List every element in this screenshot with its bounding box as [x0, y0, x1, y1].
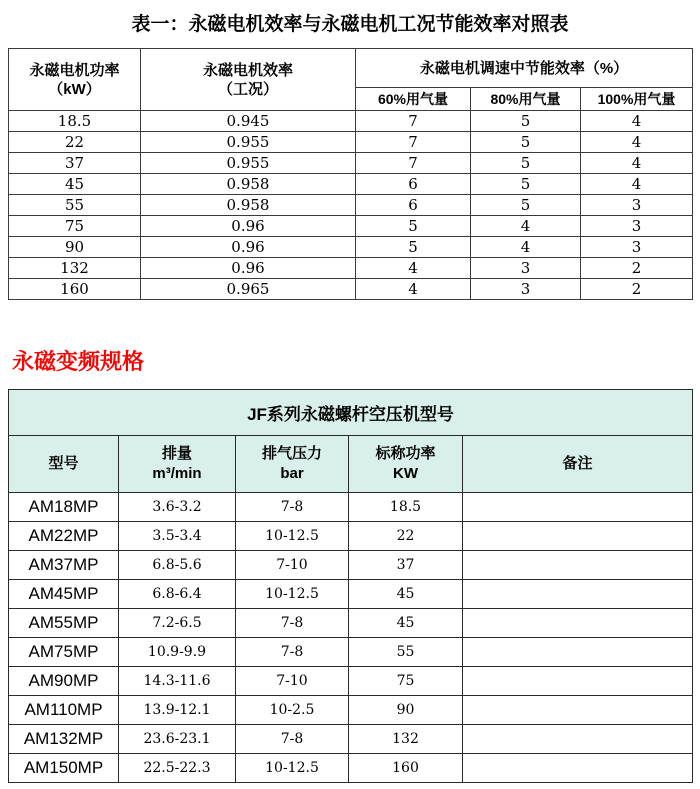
- cell-power: 45: [9, 174, 141, 195]
- cell-rated-power: 160: [349, 754, 463, 783]
- cell-rated-power: 75: [349, 667, 463, 696]
- cell-remark: [463, 667, 693, 696]
- cell-displacement: 6.8-6.4: [119, 580, 236, 609]
- cell-saving-100: 4: [581, 111, 693, 132]
- cell-power: 22: [9, 132, 141, 153]
- table-row: [9, 667, 693, 696]
- cell-saving-60: 6: [356, 174, 471, 195]
- table-row: [9, 132, 693, 153]
- header-model: 型号: [9, 436, 119, 493]
- cell-pressure: 7-8: [236, 725, 349, 754]
- cell-remark: [463, 493, 693, 522]
- cell-saving-100: 4: [581, 153, 693, 174]
- cell-efficiency: 0.945: [141, 111, 356, 132]
- header-savings-group: 永磁电机调速中节能效率（%）: [356, 49, 693, 88]
- section-heading: 永磁变频规格: [12, 349, 145, 374]
- compressor-models-table: [8, 389, 693, 783]
- cell-power: 75: [9, 216, 141, 237]
- cell-saving-60: 5: [356, 216, 471, 237]
- cell-efficiency: 0.96: [141, 216, 356, 237]
- cell-efficiency: 0.958: [141, 195, 356, 216]
- header-motor-efficiency-line1: 永磁电机效率: [202, 61, 293, 79]
- header-usage-80: 80%用气量: [471, 88, 581, 111]
- cell-saving-80: 3: [471, 258, 581, 279]
- header-motor-power-line2: （kW）: [48, 80, 101, 98]
- table-row: [9, 174, 693, 195]
- cell-displacement: 23.6-23.1: [119, 725, 236, 754]
- cell-power: 90: [9, 237, 141, 258]
- table-row: [9, 258, 693, 279]
- cell-efficiency: 0.965: [141, 279, 356, 300]
- header-remark: 备注: [463, 436, 693, 493]
- cell-saving-80: 5: [471, 195, 581, 216]
- cell-saving-100: 3: [581, 195, 693, 216]
- cell-rated-power: 55: [349, 638, 463, 667]
- cell-power: 160: [9, 279, 141, 300]
- header-displacement-line1: 排量: [161, 445, 192, 462]
- cell-rated-power: 45: [349, 580, 463, 609]
- table-row: [9, 696, 693, 725]
- cell-model: AM90MP: [9, 667, 119, 696]
- cell-rated-power: 132: [349, 725, 463, 754]
- cell-saving-80: 4: [471, 237, 581, 258]
- table-header-row: [9, 436, 693, 493]
- cell-model: AM75MP: [9, 638, 119, 667]
- cell-power: 55: [9, 195, 141, 216]
- table-row: [9, 195, 693, 216]
- cell-saving-80: 5: [471, 132, 581, 153]
- cell-saving-60: 7: [356, 153, 471, 174]
- cell-saving-60: 4: [356, 258, 471, 279]
- cell-saving-80: 5: [471, 153, 581, 174]
- cell-saving-100: 3: [581, 216, 693, 237]
- cell-model: AM22MP: [9, 522, 119, 551]
- cell-displacement: 10.9-9.9: [119, 638, 236, 667]
- cell-saving-100: 3: [581, 237, 693, 258]
- cell-remark: [463, 522, 693, 551]
- table-row: [9, 522, 693, 551]
- cell-displacement: 6.8-5.6: [119, 551, 236, 580]
- cell-remark: [463, 609, 693, 638]
- cell-efficiency: 0.96: [141, 237, 356, 258]
- cell-saving-60: 7: [356, 132, 471, 153]
- header-pressure: [236, 436, 349, 493]
- header-pressure-line2: bar: [280, 465, 304, 482]
- cell-saving-80: 5: [471, 111, 581, 132]
- cell-rated-power: 18.5: [349, 493, 463, 522]
- cell-rated-power: 90: [349, 696, 463, 725]
- cell-pressure: 10-12.5: [236, 754, 349, 783]
- cell-remark: [463, 580, 693, 609]
- table-row: [9, 237, 693, 258]
- table-title-row: [9, 390, 693, 436]
- cell-model: AM55MP: [9, 609, 119, 638]
- cell-saving-60: 7: [356, 111, 471, 132]
- table-row: [9, 580, 693, 609]
- table-row: [9, 754, 693, 783]
- cell-saving-60: 4: [356, 279, 471, 300]
- header-pressure-line1: 排气压力: [261, 445, 322, 462]
- cell-saving-80: 4: [471, 216, 581, 237]
- header-usage-100: 100%用气量: [581, 88, 693, 111]
- header-motor-efficiency: [141, 49, 356, 111]
- cell-rated-power: 22: [349, 522, 463, 551]
- header-rated-power-line2: KW: [393, 465, 418, 482]
- cell-pressure: 7-8: [236, 638, 349, 667]
- table-row: [9, 725, 693, 754]
- cell-efficiency: 0.96: [141, 258, 356, 279]
- cell-model: AM37MP: [9, 551, 119, 580]
- cell-displacement: 14.3-11.6: [119, 667, 236, 696]
- cell-displacement: 13.9-12.1: [119, 696, 236, 725]
- cell-pressure: 7-10: [236, 551, 349, 580]
- cell-saving-80: 5: [471, 174, 581, 195]
- cell-pressure: 7-10: [236, 667, 349, 696]
- table-row: [9, 153, 693, 174]
- cell-saving-100: 2: [581, 279, 693, 300]
- cell-displacement: 3.6-3.2: [119, 493, 236, 522]
- header-usage-60: 60%用气量: [356, 88, 471, 111]
- header-rated-power-line1: 标称功率: [375, 445, 436, 462]
- motor-efficiency-table: [8, 48, 693, 300]
- cell-saving-80: 3: [471, 279, 581, 300]
- cell-efficiency: 0.958: [141, 174, 356, 195]
- cell-model: AM18MP: [9, 493, 119, 522]
- cell-pressure: 7-8: [236, 609, 349, 638]
- cell-efficiency: 0.955: [141, 153, 356, 174]
- cell-saving-100: 2: [581, 258, 693, 279]
- cell-model: AM110MP: [9, 696, 119, 725]
- cell-model: AM150MP: [9, 754, 119, 783]
- cell-pressure: 10-2.5: [236, 696, 349, 725]
- cell-pressure: 10-12.5: [236, 580, 349, 609]
- table-row: [9, 609, 693, 638]
- table-row: [9, 216, 693, 237]
- header-motor-efficiency-line2: （工况）: [217, 80, 278, 98]
- cell-power: 37: [9, 153, 141, 174]
- header-motor-power: [9, 49, 141, 111]
- table-title: JF系列永磁螺杆空压机型号: [9, 390, 693, 436]
- cell-remark: [463, 696, 693, 725]
- header-motor-power-line1: 永磁电机功率: [29, 61, 120, 79]
- cell-remark: [463, 725, 693, 754]
- table-row: [9, 638, 693, 667]
- cell-model: AM132MP: [9, 725, 119, 754]
- cell-displacement: 3.5-3.4: [119, 522, 236, 551]
- header-displacement: [119, 436, 236, 493]
- cell-saving-100: 4: [581, 132, 693, 153]
- page-title: 表一：永磁电机效率与永磁电机工况节能效率对照表: [131, 14, 569, 35]
- cell-displacement: 22.5-22.3: [119, 754, 236, 783]
- cell-remark: [463, 638, 693, 667]
- cell-pressure: 10-12.5: [236, 522, 349, 551]
- cell-rated-power: 37: [349, 551, 463, 580]
- header-rated-power: [349, 436, 463, 493]
- header-displacement-line2: m³/min: [152, 465, 202, 482]
- cell-rated-power: 45: [349, 609, 463, 638]
- table-header-row: [9, 49, 693, 88]
- table-row: [9, 111, 693, 132]
- cell-saving-60: 6: [356, 195, 471, 216]
- cell-remark: [463, 551, 693, 580]
- cell-model: AM45MP: [9, 580, 119, 609]
- cell-saving-60: 5: [356, 237, 471, 258]
- cell-saving-100: 4: [581, 174, 693, 195]
- table-row: [9, 279, 693, 300]
- table-row: [9, 493, 693, 522]
- cell-power: 18.5: [9, 111, 141, 132]
- cell-displacement: 7.2-6.5: [119, 609, 236, 638]
- table-row: [9, 551, 693, 580]
- cell-efficiency: 0.955: [141, 132, 356, 153]
- cell-remark: [463, 754, 693, 783]
- cell-power: 132: [9, 258, 141, 279]
- cell-pressure: 7-8: [236, 493, 349, 522]
